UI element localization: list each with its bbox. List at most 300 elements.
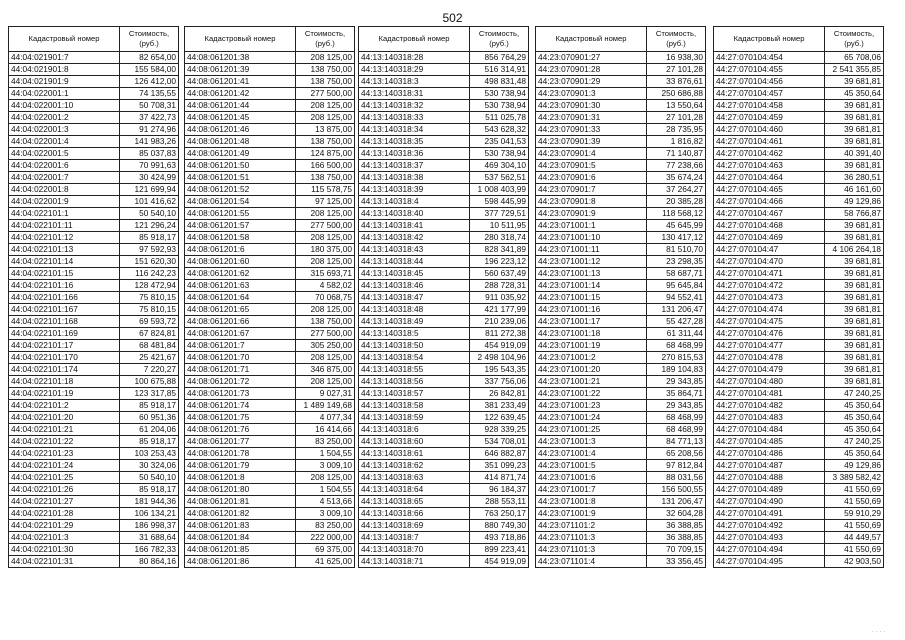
table-row [185,268,355,280]
table-row [536,280,706,292]
table-row [9,52,179,64]
cadastral-number-cell: 44:27:070104:469 [714,232,825,244]
cadastral-number-cell: 44:04:022101:174 [9,364,120,376]
cadastral-number-cell: 44:27:070104:457 [714,88,825,100]
cost-cell: 116 242,23 [120,268,179,280]
cost-cell: 138 750,00 [296,172,355,184]
table-header-row [536,27,706,52]
cadastral-number-cell: 44:13:140318:61 [359,448,470,460]
header-cost: Стоимость, (руб.) [470,27,529,52]
cadastral-number-cell: 44:27:070104:491 [714,508,825,520]
table-row [714,208,884,220]
cost-cell: 469 304,10 [470,160,529,172]
cost-cell: 235 041,53 [470,136,529,148]
cadastral-number-cell: 44:08:061201:62 [185,268,296,280]
cost-cell: 58 766,87 [825,208,884,220]
table-row [9,124,179,136]
cadastral-number-cell: 44:27:070104:481 [714,388,825,400]
table-row [714,316,884,328]
table-row [536,520,706,532]
table-row [359,280,529,292]
bottom-mark: · · · · [872,629,885,635]
cost-cell: 377 729,51 [470,208,529,220]
cadastral-number-cell: 44:13:140318:41 [359,220,470,232]
cost-cell: 50 540,10 [120,472,179,484]
table-row [536,208,706,220]
table-row [536,556,706,568]
cost-cell: 30 424,99 [120,172,179,184]
cost-cell: 75 810,15 [120,304,179,316]
table-row [9,412,179,424]
cadastral-number-cell: 44:08:061201:50 [185,160,296,172]
cost-cell: 138 750,00 [296,76,355,88]
table-row [185,436,355,448]
table-row [536,496,706,508]
table-row [536,76,706,88]
cadastral-number-cell: 44:08:061201:73 [185,388,296,400]
cost-cell: 828 341,89 [470,244,529,256]
table-row [185,220,355,232]
cost-cell: 41 550,69 [825,496,884,508]
cadastral-number-cell: 44:08:061201:55 [185,208,296,220]
cadastral-number-cell: 44:27:070104:477 [714,340,825,352]
cost-cell: 180 375,00 [296,244,355,256]
cost-cell: 530 738,94 [470,148,529,160]
table-row [536,64,706,76]
cadastral-number-cell: 44:08:061201:66 [185,316,296,328]
table-row [185,124,355,136]
tables-container [8,26,898,628]
cost-cell: 65 708,06 [825,52,884,64]
table-row [536,436,706,448]
table-header-row [185,27,355,52]
table-row [359,208,529,220]
cost-cell: 39 681,81 [825,364,884,376]
cadastral-number-cell: 44:13:140318:42 [359,232,470,244]
table-row [9,244,179,256]
cadastral-number-cell: 44:27:070104:460 [714,124,825,136]
cadastral-number-cell: 44:23:070901:8 [536,196,647,208]
cost-cell: 28 735,95 [647,124,706,136]
cadastral-number-cell: 44:13:140318:45 [359,268,470,280]
table-row [359,136,529,148]
table-row [359,244,529,256]
table-row [714,412,884,424]
cadastral-number-cell: 44:08:061201:64 [185,292,296,304]
cadastral-table-5 [713,26,884,568]
cadastral-number-cell: 44:08:061201:86 [185,556,296,568]
table-row [185,112,355,124]
cadastral-number-cell: 44:04:021901:9 [9,76,120,88]
cost-cell: 103 253,43 [120,448,179,460]
cadastral-number-cell: 44:27:070104:489 [714,484,825,496]
page-number: 502 [442,11,463,25]
table-row [359,532,529,544]
cost-cell: 911 035,92 [470,292,529,304]
cost-cell: 20 385,28 [647,196,706,208]
cadastral-number-cell: 44:27:070104:458 [714,100,825,112]
cadastral-number-cell: 44:08:061201:70 [185,352,296,364]
table-row [714,100,884,112]
table-row [714,268,884,280]
table-row [714,508,884,520]
table-row [9,484,179,496]
cadastral-number-cell: 44:27:070104:456 [714,76,825,88]
table-row [714,496,884,508]
cost-cell: 277 500,00 [296,220,355,232]
cadastral-number-cell: 44:04:022101:24 [9,460,120,472]
table-row [185,388,355,400]
cost-cell: 39 681,81 [825,256,884,268]
cadastral-number-cell: 44:27:070104:462 [714,148,825,160]
table-row [714,472,884,484]
cadastral-number-cell: 44:27:070104:476 [714,328,825,340]
cost-cell: 85 918,17 [120,400,179,412]
cadastral-number-cell: 44:27:070104:467 [714,208,825,220]
table-row [9,64,179,76]
cadastral-number-cell: 44:23:070901:30 [536,100,647,112]
cadastral-number-cell: 44:23:071101:3 [536,544,647,556]
table-row [536,448,706,460]
cadastral-number-cell: 44:04:022101:19 [9,388,120,400]
table-row [714,532,884,544]
cadastral-number-cell: 44:04:021901:7 [9,52,120,64]
cost-cell: 196 223,12 [470,256,529,268]
table-row [185,76,355,88]
cost-cell: 115 578,75 [296,184,355,196]
cost-cell: 39 681,81 [825,160,884,172]
table-row [359,196,529,208]
cost-cell: 39 681,81 [825,280,884,292]
cost-cell: 454 919,09 [470,340,529,352]
cadastral-number-cell: 44:13:140318:58 [359,400,470,412]
table-row [9,172,179,184]
cadastral-number-cell: 44:27:070104:493 [714,532,825,544]
cost-cell: 138 750,00 [296,64,355,76]
cost-cell: 106 134,21 [120,508,179,520]
cost-cell: 74 135,55 [120,88,179,100]
cost-cell: 97 125,00 [296,196,355,208]
cadastral-number-cell: 44:27:070104:464 [714,172,825,184]
cadastral-number-cell: 44:23:071001:23 [536,400,647,412]
cadastral-number-cell: 44:08:061201:39 [185,64,296,76]
cost-cell: 37 422,73 [120,112,179,124]
table-row [714,436,884,448]
table-row [185,400,355,412]
cost-cell: 97 592,93 [120,244,179,256]
cost-cell: 166 500,00 [296,160,355,172]
table-row [714,124,884,136]
cadastral-number-cell: 44:08:061201:52 [185,184,296,196]
table-row [714,52,884,64]
cadastral-number-cell: 44:27:070104:455 [714,64,825,76]
table-row [185,292,355,304]
table-row [185,424,355,436]
cost-cell: 166 782,33 [120,544,179,556]
cost-cell: 39 681,81 [825,112,884,124]
table-row [185,136,355,148]
cost-cell: 83 250,00 [296,436,355,448]
table-row [536,532,706,544]
cost-cell: 138 750,00 [296,136,355,148]
table-row [536,364,706,376]
cost-cell: 58 687,71 [647,268,706,280]
cost-cell: 16 414,66 [296,424,355,436]
cadastral-number-cell: 44:23:070901:33 [536,124,647,136]
cadastral-number-cell: 44:23:071001:14 [536,280,647,292]
cadastral-number-cell: 44:08:061201:57 [185,220,296,232]
cost-cell: 70 991,63 [120,160,179,172]
table-row [536,304,706,316]
table-row [359,412,529,424]
cadastral-number-cell: 44:08:061201:82 [185,508,296,520]
cost-cell: 122 639,45 [470,412,529,424]
cost-cell: 1 008 403,99 [470,184,529,196]
table-row [9,460,179,472]
cost-cell: 208 125,00 [296,256,355,268]
cadastral-number-cell: 44:23:070901:5 [536,160,647,172]
table-row [359,232,529,244]
cost-cell: 68 468,99 [647,340,706,352]
table-row [185,256,355,268]
table-row [536,160,706,172]
cost-cell: 39 681,81 [825,304,884,316]
cadastral-number-cell: 44:13:140318:63 [359,472,470,484]
cadastral-number-cell: 44:08:061201:76 [185,424,296,436]
table-row [536,316,706,328]
cost-cell: 1 816,82 [647,136,706,148]
cadastral-number-cell: 44:27:070104:484 [714,424,825,436]
cost-cell: 39 681,81 [825,76,884,88]
cost-cell: 543 628,32 [470,124,529,136]
table-row [714,172,884,184]
cadastral-number-cell: 44:27:070104:487 [714,460,825,472]
cadastral-number-cell: 44:08:061201:44 [185,100,296,112]
cadastral-number-cell: 44:27:070104:463 [714,160,825,172]
cadastral-number-cell: 44:08:061201:63 [185,280,296,292]
cost-cell: 30 324,06 [120,460,179,472]
table-row [714,424,884,436]
table-row [536,112,706,124]
table-row [714,136,884,148]
cadastral-number-cell: 44:13:140318:64 [359,484,470,496]
cadastral-number-cell: 44:08:061201:8 [185,472,296,484]
cadastral-number-cell: 44:08:061201:48 [185,136,296,148]
cost-cell: 40 391,40 [825,148,884,160]
cadastral-table-3 [358,26,529,568]
cost-cell: 156 500,55 [647,484,706,496]
cadastral-table-4 [535,26,706,568]
table-row [185,472,355,484]
cost-cell: 39 681,81 [825,316,884,328]
table-row [536,196,706,208]
cost-cell: 31 688,64 [120,532,179,544]
cost-cell: 351 099,23 [470,460,529,472]
cost-cell: 47 240,25 [825,436,884,448]
cost-cell: 95 645,84 [647,280,706,292]
table-row [536,124,706,136]
table-row [9,136,179,148]
cost-cell: 84 771,13 [647,436,706,448]
cadastral-number-cell: 44:13:140318:59 [359,412,470,424]
cadastral-number-cell: 44:23:070901:39 [536,136,647,148]
table-row [536,292,706,304]
table-row [185,208,355,220]
table-row [185,376,355,388]
table-row [9,184,179,196]
table-row [536,352,706,364]
table-row [9,496,179,508]
cost-cell: 50 708,31 [120,100,179,112]
cadastral-number-cell: 44:23:071001:6 [536,472,647,484]
cost-cell: 69 375,00 [296,544,355,556]
cadastral-number-cell: 44:08:061201:67 [185,328,296,340]
cost-cell: 39 681,81 [825,340,884,352]
cost-cell: 141 983,26 [120,136,179,148]
cadastral-number-cell: 44:13:140318:62 [359,460,470,472]
cost-cell: 85 918,17 [120,436,179,448]
table-row [359,460,529,472]
cost-cell: 59 910,29 [825,508,884,520]
cost-cell: 69 593,72 [120,316,179,328]
table-row [536,472,706,484]
cost-cell: 4 106 264,18 [825,244,884,256]
table-row [536,460,706,472]
cadastral-number-cell: 44:27:070104:494 [714,544,825,556]
cost-cell: 41 550,69 [825,484,884,496]
table-row [9,112,179,124]
table-row [359,256,529,268]
cost-cell: 4 513,66 [296,496,355,508]
table-row [536,88,706,100]
table-row [185,280,355,292]
table-row [536,220,706,232]
table-row [536,484,706,496]
cost-cell: 33 876,61 [647,76,706,88]
table-row [714,400,884,412]
cost-cell: 131 206,47 [647,304,706,316]
cost-cell: 49 129,86 [825,460,884,472]
cadastral-number-cell: 44:13:140318:65 [359,496,470,508]
cadastral-number-cell: 44:13:140318:7 [359,532,470,544]
cost-cell: 39 681,81 [825,220,884,232]
cadastral-number-cell: 44:08:061201:80 [185,484,296,496]
cost-cell: 39 681,81 [825,136,884,148]
cost-cell: 421 177,99 [470,304,529,316]
cost-cell: 97 812,84 [647,460,706,472]
cadastral-number-cell: 44:13:140318:5 [359,328,470,340]
table-row [359,172,529,184]
table-row [359,328,529,340]
cadastral-number-cell: 44:08:061201:51 [185,172,296,184]
table-row [9,544,179,556]
cadastral-number-cell: 44:04:022101:26 [9,484,120,496]
table-row [359,124,529,136]
cost-cell: 277 500,00 [296,328,355,340]
table-row [359,64,529,76]
cadastral-number-cell: 44:13:140318:46 [359,280,470,292]
cadastral-number-cell: 44:27:070104:495 [714,556,825,568]
table-row [185,496,355,508]
cadastral-number-cell: 44:13:140318:54 [359,352,470,364]
cadastral-number-cell: 44:13:140318:66 [359,508,470,520]
table-row [714,64,884,76]
cadastral-number-cell: 44:23:071001:5 [536,460,647,472]
cadastral-number-cell: 44:04:022101:17 [9,340,120,352]
cadastral-number-cell: 44:04:022001:3 [9,124,120,136]
table-row [185,88,355,100]
cadastral-number-cell: 44:27:070104:490 [714,496,825,508]
cadastral-number-cell: 44:23:071001:21 [536,376,647,388]
cost-cell: 39 681,81 [825,292,884,304]
table-row [714,364,884,376]
table-row [359,352,529,364]
cadastral-number-cell: 44:23:071001:7 [536,484,647,496]
cadastral-number-cell: 44:08:061201:75 [185,412,296,424]
cadastral-number-cell: 44:04:022101:168 [9,316,120,328]
cost-cell: 493 718,86 [470,532,529,544]
cost-cell: 27 101,28 [647,64,706,76]
table-row [714,160,884,172]
cost-cell: 36 388,85 [647,532,706,544]
table-row [714,220,884,232]
cadastral-number-cell: 44:04:022001:10 [9,100,120,112]
cadastral-number-cell: 44:13:140318:36 [359,148,470,160]
cost-cell: 33 356,45 [647,556,706,568]
table-row [9,256,179,268]
cadastral-number-cell: 44:13:140318:47 [359,292,470,304]
cadastral-number-cell: 44:08:061201:42 [185,88,296,100]
table-row [359,112,529,124]
table-row [185,244,355,256]
cadastral-number-cell: 44:08:061201:79 [185,460,296,472]
table-row [185,52,355,64]
table-row [359,508,529,520]
table-row [9,328,179,340]
cadastral-number-cell: 44:27:070104:480 [714,376,825,388]
cost-cell: 646 882,87 [470,448,529,460]
cost-cell: 128 472,94 [120,280,179,292]
cadastral-number-cell: 44:23:071001:9 [536,508,647,520]
cost-cell: 70 068,75 [296,292,355,304]
table-row [359,220,529,232]
cost-cell: 39 681,81 [825,352,884,364]
table-row [185,160,355,172]
cost-cell: 414 871,74 [470,472,529,484]
cost-cell: 13 550,64 [647,100,706,112]
cadastral-number-cell: 44:23:071001:4 [536,448,647,460]
cost-cell: 210 239,06 [470,316,529,328]
cadastral-number-cell: 44:04:022101:11 [9,220,120,232]
table-row [359,436,529,448]
table-row [185,100,355,112]
table-row [9,388,179,400]
cadastral-number-cell: 44:27:070104:471 [714,268,825,280]
cost-cell: 537 562,51 [470,172,529,184]
header-cadastral-number: Кадастровый номер [9,27,120,52]
table-row [359,340,529,352]
cost-cell: 61 204,06 [120,424,179,436]
table-row [9,436,179,448]
cadastral-number-cell: 44:08:061201:85 [185,544,296,556]
cadastral-number-cell: 44:04:022101:27 [9,496,120,508]
table-row [185,148,355,160]
cadastral-number-cell: 44:27:070104:486 [714,448,825,460]
cadastral-number-cell: 44:23:071001:16 [536,304,647,316]
table-row [185,328,355,340]
cadastral-number-cell: 44:04:022001:8 [9,184,120,196]
cost-cell: 96 184,37 [470,484,529,496]
